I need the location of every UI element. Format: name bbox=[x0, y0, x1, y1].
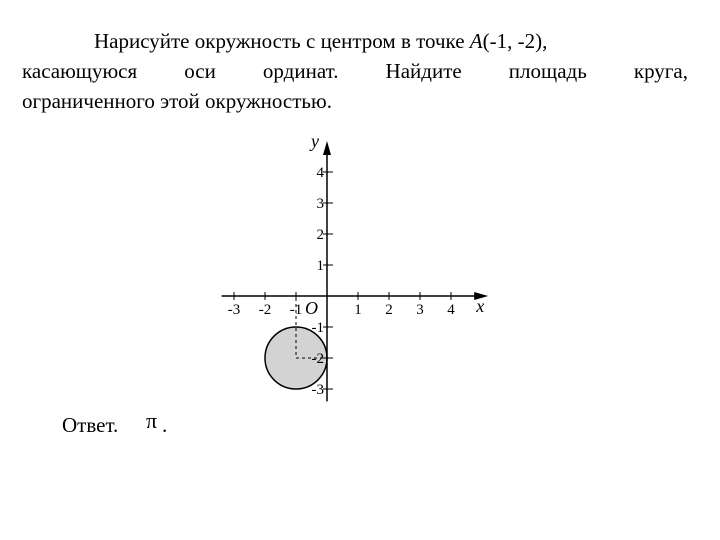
y-tick-label: 4 bbox=[316, 165, 324, 181]
problem-line-3: ограниченного этой окружностью. bbox=[22, 89, 332, 113]
point-coords: (-1, -2), bbox=[482, 29, 548, 53]
x-tick-label: -2 bbox=[258, 302, 272, 318]
answer-end: . bbox=[162, 413, 168, 437]
y-tick-label: 2 bbox=[316, 227, 324, 243]
y-axis-arrow bbox=[323, 141, 331, 155]
problem-line-2: касающуюся оси ординат. Найдите площадь круга, bbox=[22, 59, 688, 83]
y-tick-label: -1 bbox=[311, 320, 324, 336]
x-tick-label: -3 bbox=[227, 302, 241, 318]
answer-label: Ответ. bbox=[62, 413, 119, 437]
x-axis-name: x bbox=[476, 296, 485, 316]
y-tick-label: -3 bbox=[311, 382, 324, 398]
x-tick-label: 4 bbox=[447, 302, 455, 318]
origin-label: O bbox=[305, 298, 318, 318]
problem-line-1: Нарисуйте окружность с центром в точке A(-1, -2), bbox=[94, 29, 548, 53]
x-tick-label: 2 bbox=[385, 302, 393, 318]
y-tick-label: 3 bbox=[316, 196, 324, 212]
x-tick-label: -1 bbox=[289, 302, 303, 318]
point-name: A bbox=[469, 29, 483, 53]
y-tick-label: -2 bbox=[311, 351, 324, 367]
y-axis-name: y bbox=[311, 138, 319, 151]
x-tick-label: 3 bbox=[416, 302, 424, 318]
answer-line bbox=[62, 408, 168, 438]
y-tick-label: 1 bbox=[316, 258, 324, 274]
y-ticks bbox=[312, 165, 334, 398]
coordinate-plane bbox=[215, 138, 505, 406]
x-tick-label: 1 bbox=[354, 302, 362, 318]
problem-text bbox=[22, 26, 688, 116]
pi-symbol: π bbox=[146, 408, 158, 433]
